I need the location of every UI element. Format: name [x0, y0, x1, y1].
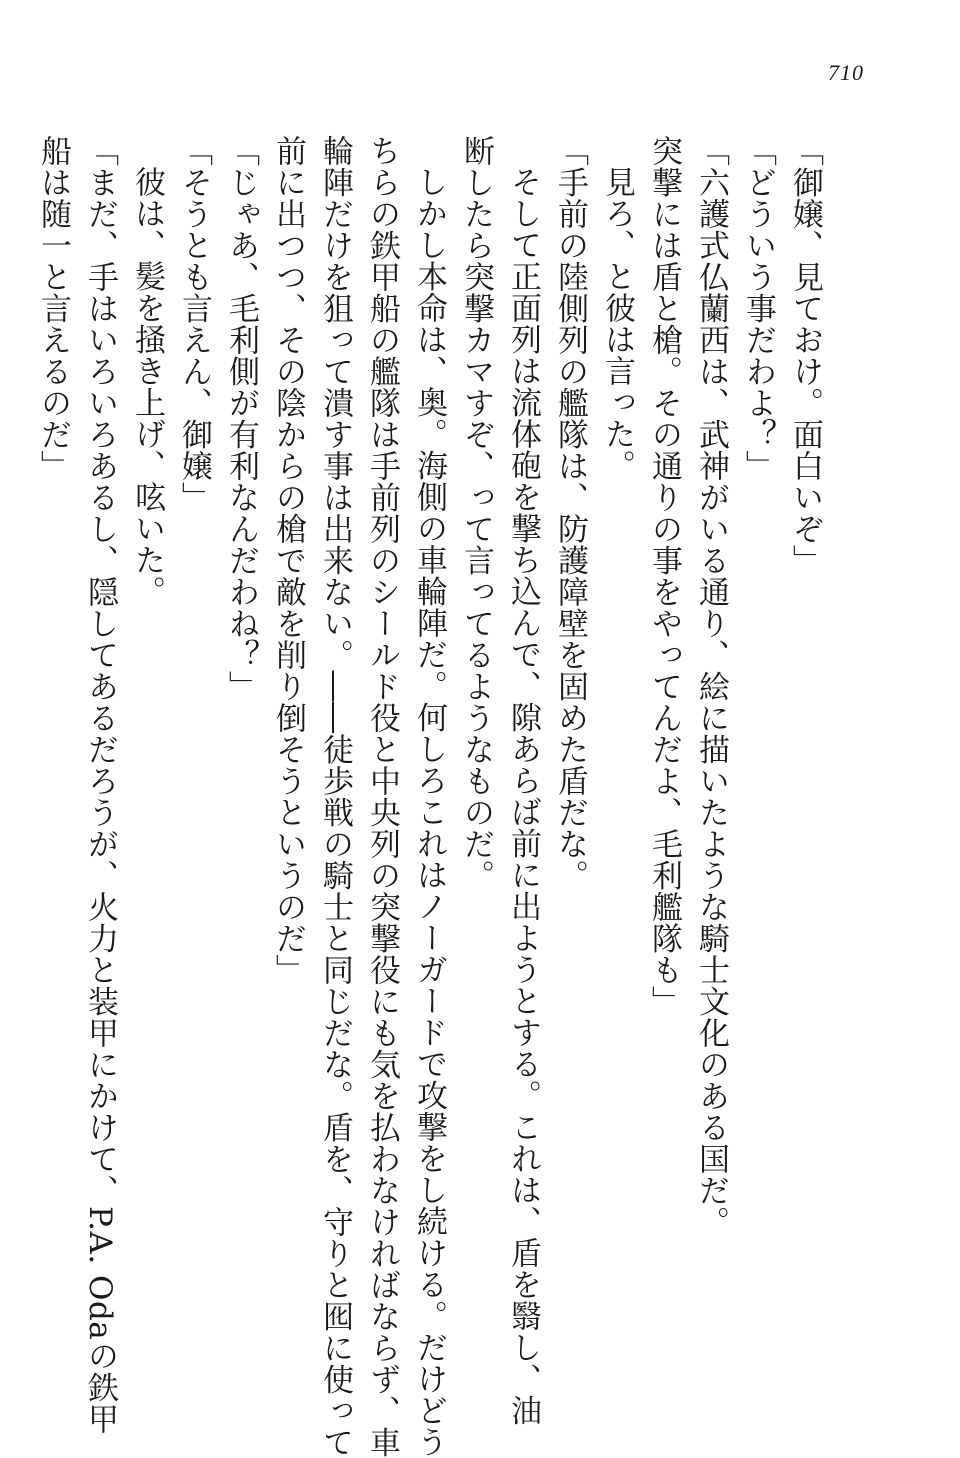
text-line: 突撃には盾と槍。その通りの事をやってんだよ、毛利艦隊も」 [646, 135, 682, 1017]
text-line: 船は随一と言えるのだ」 [35, 135, 71, 482]
text-line: ちらの鉄甲船の艦隊は手前列のシールド役と中央列の突撃役にも気を払わなければならず、車 [364, 135, 400, 1458]
text-line: しかし本命は、奥。海側の車輪陣だ。何しろこれはノーガードで攻撃をし続ける。だけどう [411, 166, 447, 1458]
text-line: 前に出つつ、その陰からの槍で敵を削り倒そうというのだ」 [270, 135, 306, 986]
text-line: 断したら突撃カマすぞ、って言ってるようなものだ。 [458, 135, 494, 891]
text-line: 「まだ、手はいろいろあるし、隠してあるだろうが、火力と装甲にかけて、P.A. Odaの鉄甲 [82, 135, 118, 1435]
text-line: 輪陣だけを狙って潰す事は出来ない。――徒歩戦の騎士と同じだな。盾を、守りと囮に使って [317, 135, 353, 1458]
text-line: 「手前の陸側列の艦隊は、防護障壁を固めた盾だな。 [552, 135, 588, 891]
text-line: 「御嬢、見ておけ。面白いぞ」 [787, 135, 823, 576]
text-line: 見ろ、と彼は言った。 [599, 166, 635, 481]
text-line: 「じゃあ、毛利側が有利なんだわね？」 [223, 135, 259, 702]
text-line: 彼は、髪を掻き上げ、呟いた。 [129, 166, 165, 607]
text-line: そして正面列は流体砲を撃ち込んで、隙あらば前に出ようとする。これは、盾を翳し、油 [505, 166, 541, 1426]
text-line: 「そうとも言えん、御嬢」 [176, 135, 212, 513]
text-line: 「六護式仏蘭西は、武神がいる通り、絵に描いたような騎士文化のある国だ。 [693, 135, 729, 1238]
page-number: 710 [828, 60, 864, 85]
novel-text-block [35, 135, 828, 1458]
text-line: 「どういう事だわよ？」 [740, 135, 776, 482]
